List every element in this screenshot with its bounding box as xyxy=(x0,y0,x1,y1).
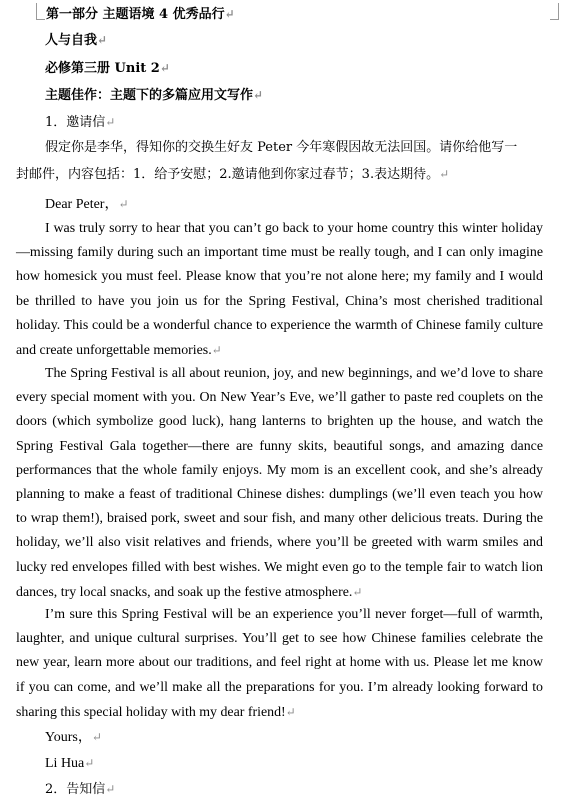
paragraph-mark-icon: ↵ xyxy=(285,704,296,719)
letter-signature: Li Hua↵ xyxy=(45,756,95,771)
paragraph-mark-icon: ↵ xyxy=(97,33,108,47)
paragraph-mark-icon: ↵ xyxy=(159,61,170,75)
letter-paragraph-2: The Spring Festival is all about reunion, joy, and new beginnings, and we’d love to share every special moment with you. On New Year’s Eve, we’ll gather to paste red couplets on the doors (which symbolize good luck), hang lanterns to brighten up the house, and watch the Spring Festival Gala together—there are funny skits, beautiful songs, and amazing dance performances that the whole family enjoys. My mom is an excellent cook, and she’s already planning to make a feast of traditional Chinese dishes: dumplings (we’ll even teach you how to wrap them!), braised pork, sweet and sour fish, and many other delicious treats. During the holiday, we’ll also visit relatives and friends, where you’ll be greeted with warm smiles and lucky red envelopes filled with best wishes. We might even go to the temple fair to watch lion dances, try local snacks, and soak up the festive atmosphere.↵ xyxy=(16,366,543,600)
paragraph-mark-icon: ↵ xyxy=(253,88,264,102)
letter-greeting: Dear Peter，↵ xyxy=(45,197,129,212)
paragraph-mark-icon: ↵ xyxy=(352,584,363,599)
subtitle: 人与自我↵ xyxy=(45,33,108,48)
task1-prompt-line2: 封邮件，内容包括：1．给予安慰；2.邀请他到你家过春节；3.表达期待。↵ xyxy=(16,167,450,182)
book-unit: 必修第三册 Unit 2↵ xyxy=(45,61,170,76)
paragraph-mark-icon: ↵ xyxy=(118,197,129,211)
paragraph-mark-icon: ↵ xyxy=(84,756,95,770)
paragraph-mark-icon: ↵ xyxy=(91,730,102,744)
paragraph-mark-icon: ↵ xyxy=(439,167,450,181)
topic-heading: 主题佳作：主题下的多篇应用文写作↵ xyxy=(45,88,264,103)
paragraph-mark-icon: ↵ xyxy=(224,7,235,21)
paragraph-mark-icon: ↵ xyxy=(211,343,222,358)
letter-paragraph-1: I was truly sorry to hear that you can’t go back to your home country this winter holiday—missing family during such an important time must be really tough, and I can only imagine how homesick you must feel. Please know that you’re not alone here; my family and I would be thrilled to have you join us for the Spring Festival, China’s most cherished traditional holiday. This could be a wonderful chance to experience the warmth of Chinese family culture and create unforgettable memories.↵ xyxy=(16,221,543,359)
letter-paragraph-3: I’m sure this Spring Festival will be an experience you’ll never forget—full of warmth, laughter, and unique cultural surprises. You’ll get to see how Chinese families celebrate the new year, learn more about our traditions, and feel right at home with us. Please let me know if you can come, and we’ll make all the preparations for you. I’m already looking forward to sharing this special holiday with my dear friend!↵ xyxy=(16,607,543,720)
task1-prompt-line1: 假定你是李华，得知你的交换生好友 Peter 今年寒假因故无法回国。请你给他写一 xyxy=(45,140,518,155)
paragraph-mark-icon: ↵ xyxy=(105,782,116,796)
task2-number: 2．告知信↵ xyxy=(45,782,116,797)
task1-number: 1．邀请信↵ xyxy=(45,115,116,130)
text-boundary-mark-left xyxy=(36,3,45,20)
letter-closing: Yours，↵ xyxy=(45,730,102,745)
paragraph-mark-icon: ↵ xyxy=(105,115,116,129)
section-title: 第一部分 主题语境 4 优秀品行↵ xyxy=(46,7,235,22)
